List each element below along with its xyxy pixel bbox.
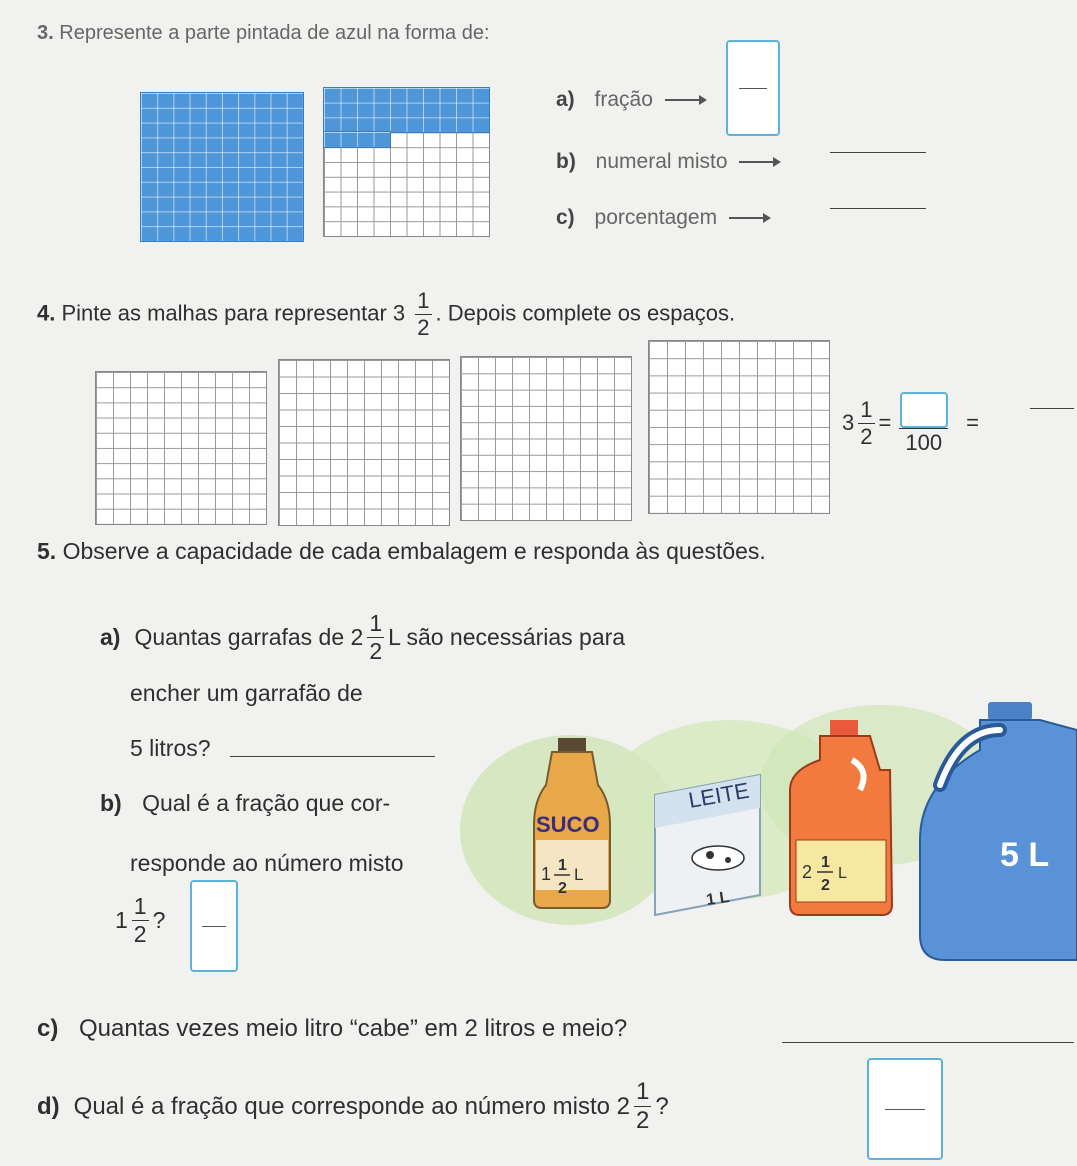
q4-heading — [37, 290, 735, 339]
q3-c-text: porcentagem — [594, 206, 718, 229]
q3-number: 3. — [37, 22, 54, 44]
q5-a-text-pre: Quantas garrafas de 2 — [134, 624, 364, 650]
q5-b-whole: 1 — [115, 907, 128, 933]
q3-b — [556, 150, 779, 174]
q4-eq-whole: 3 — [842, 410, 855, 435]
q5-number: 5. — [37, 538, 57, 564]
bottle-den: 2 — [821, 877, 830, 894]
q5-a-fraction: $\frac{1}{2}$ — [369, 610, 383, 664]
q5-a-line2: encher um garrafão de — [130, 680, 363, 706]
q3-c-answer-line[interactable] — [830, 208, 926, 209]
q3-grid-partial-blue-rows — [323, 87, 490, 133]
q3-a-label: a) — [556, 88, 575, 111]
q5-c — [37, 1015, 627, 1043]
q3-c-label: c) — [556, 206, 575, 229]
juice-unit: L — [574, 865, 584, 884]
q5-d-label: d) — [37, 1092, 60, 1120]
q4-grid-3[interactable] — [460, 356, 632, 521]
q4-text-before: Pinte as malhas para representar 3 — [61, 300, 406, 326]
q5-d-answer-box[interactable] — [867, 1058, 943, 1160]
q5-b-text1: Qual é a fração que cor- — [142, 790, 391, 816]
q5-heading — [37, 538, 766, 565]
q4-eq-numerator-box[interactable] — [900, 392, 948, 428]
q5-b-label: b) — [100, 790, 122, 816]
q5-d-fraction: $\frac{1}{2}$ — [635, 1078, 650, 1134]
q4-grid-4[interactable] — [648, 340, 830, 514]
q5-d-question-mark: ? — [655, 1092, 669, 1120]
q4-eq-fraction: $\frac{1}{2}$ — [860, 396, 873, 449]
q5-a-label: a) — [100, 624, 121, 650]
milk-label: LEITE — [686, 777, 752, 813]
juice-label: SUCO — [536, 812, 600, 837]
juice-num: 1 — [558, 857, 567, 874]
q5-a-line1 — [100, 612, 625, 663]
q5-c-answer-line[interactable] — [782, 1042, 1074, 1043]
q4-equation — [842, 392, 979, 454]
q5-b-line2: responde ao número misto — [130, 850, 404, 876]
q3-b-text: numeral misto — [595, 150, 728, 173]
q4-eq-equals-2: = — [966, 410, 979, 435]
q4-grid-2[interactable] — [278, 359, 450, 526]
q5-b-mixed — [115, 895, 165, 946]
q3-heading — [37, 22, 490, 45]
q4-number: 4. — [37, 300, 56, 326]
q3-text: Represente a parte pintada de azul na forma de: — [59, 22, 490, 44]
q4-fraction: $\frac{1}{2}$ — [417, 288, 430, 340]
q5-c-label: c) — [37, 1015, 59, 1042]
q3-c — [556, 206, 769, 230]
q5-b-answer-box[interactable] — [190, 880, 238, 972]
bottle-whole: 2 — [802, 862, 813, 882]
bottle-unit: L — [838, 865, 847, 882]
q5-d-text: Qual é a fração que corresponde ao número misto 2 — [73, 1092, 630, 1120]
q3-a-answer-box[interactable] — [726, 40, 780, 136]
q5-d — [37, 1080, 669, 1133]
q3-a — [556, 88, 705, 112]
juice-whole: 1 — [541, 864, 552, 884]
q4-text-after: . Depois complete os espaços. — [435, 300, 736, 326]
q4-grid-1[interactable] — [95, 371, 267, 525]
juice-den: 2 — [558, 880, 567, 897]
q5-b-question-mark: ? — [152, 907, 166, 933]
q3-b-label: b) — [556, 150, 576, 173]
arrow-icon — [739, 161, 779, 163]
q3-b-answer-line[interactable] — [830, 152, 926, 153]
q4-eq-answer-line[interactable] — [1030, 408, 1074, 409]
arrow-icon — [665, 99, 705, 101]
q3-grid-partial-blue-cells — [323, 131, 391, 148]
q4-eq-equals: = — [878, 410, 892, 435]
q3-a-text: fração — [594, 88, 653, 111]
q5-a-line3: 5 litros? — [130, 735, 211, 761]
q5-c-text: Quantas vezes meio litro “cabe” em 2 litros e meio? — [79, 1015, 628, 1042]
q3-grid-full — [140, 92, 304, 242]
jug-volume: 5 L — [1000, 836, 1050, 874]
q5-b-line1 — [100, 790, 390, 817]
q5-a-answer-line[interactable] — [230, 756, 435, 757]
arrow-icon — [729, 217, 769, 219]
milk-volume: 1 L — [705, 888, 731, 909]
q5-text: Observe a capacidade de cada embalagem e responda às questões. — [62, 538, 766, 564]
packages-illustration — [440, 690, 1077, 965]
q4-eq-fraction-100: 100 — [899, 392, 948, 454]
bottle-num: 1 — [821, 854, 830, 871]
q5-a-text-post: L são necessárias para — [388, 624, 626, 650]
q5-b-fraction: $\frac{1}{2}$ — [133, 893, 147, 947]
